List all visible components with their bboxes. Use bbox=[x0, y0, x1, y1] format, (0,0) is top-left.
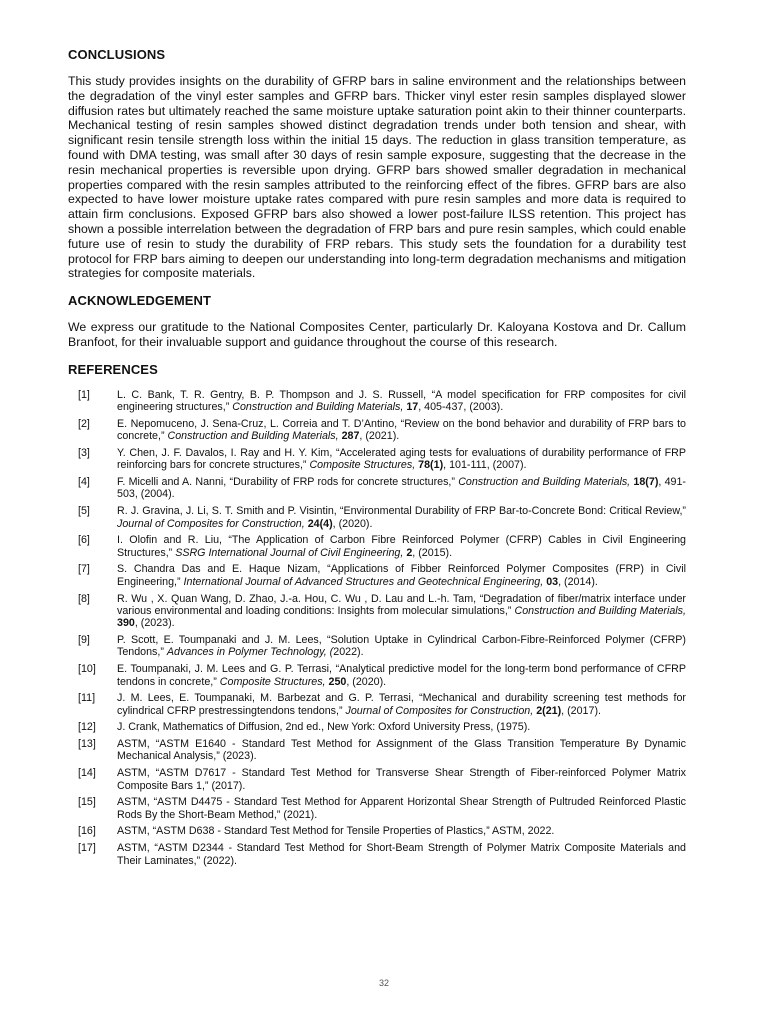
reference-number: [1] bbox=[78, 388, 90, 401]
reference-text bbox=[117, 563, 686, 588]
reference-text bbox=[117, 738, 686, 763]
reference-volume: 78(1) bbox=[418, 459, 444, 472]
reference-text bbox=[117, 447, 686, 472]
reference-item bbox=[68, 796, 686, 821]
reference-text bbox=[117, 663, 686, 688]
reference-number: [13] bbox=[78, 738, 96, 751]
reference-item bbox=[68, 534, 686, 559]
reference-journal: International Journal of Advanced Structures and Geotechnical Engineering, bbox=[183, 575, 544, 588]
reference-item bbox=[68, 738, 686, 763]
reference-citation: L. C. Bank, T. R. Gentry, B. P. Thompson and J. S. Russell, “A model specification for FRP composites for civil engineering structures,” bbox=[117, 388, 686, 414]
reference-number: [3] bbox=[78, 446, 90, 459]
reference-volume: 390 bbox=[117, 617, 135, 630]
reference-list bbox=[68, 389, 686, 867]
reference-number: [8] bbox=[78, 592, 90, 605]
reference-citation: R. Wu , X. Quan Wang, D. Zhao, J.-a. Hou, C. Wu , D. Lau and L.-h. Tam, “Degradation of fiber/matrix interface under various environmental and loading conditions: Insights from molecular simulations,” bbox=[117, 592, 686, 617]
reference-text bbox=[117, 505, 686, 530]
reference-volume: 2(21) bbox=[536, 704, 562, 717]
reference-citation: F. Micelli and A. Nanni, “Durability of FRP rods for concrete structures,” bbox=[117, 476, 459, 489]
reference-volume: 18(7) bbox=[633, 476, 659, 489]
reference-citation: J. M. Lees, E. Toumpanaki, M. Barbezat and G. P. Terrasi, “Mechanical and durability screening test methods for cylindrical CFRP prestressingtendons tendons,” bbox=[117, 692, 686, 717]
reference-number: [5] bbox=[78, 505, 90, 518]
reference-text bbox=[117, 842, 686, 867]
reference-number: [6] bbox=[78, 534, 90, 547]
reference-citation: E. Toumpanaki, J. M. Lees and G. P. Terrasi, “Analytical predictive model for the long-term bond performance of CFRP tendons in concrete,” bbox=[117, 663, 686, 688]
reference-journal: Journal of Composites for Construction, bbox=[117, 517, 305, 530]
reference-number: [12] bbox=[78, 721, 96, 734]
reference-details: , 101-111, (2007). bbox=[443, 459, 527, 472]
reference-item bbox=[68, 842, 686, 867]
reference-details: , (2020). bbox=[332, 517, 373, 530]
reference-item bbox=[68, 447, 686, 472]
reference-citation: E. Nepomuceno, J. Sena-Cruz, L. Correia and T. D’Antino, “Review on the bond behavior and durability of FRP bars to concrete,” bbox=[117, 417, 686, 443]
reference-item bbox=[68, 663, 686, 688]
acknowledgement-heading: ACKNOWLEDGEMENT bbox=[68, 293, 212, 309]
reference-details: , (2023). bbox=[134, 617, 175, 630]
reference-citation: I. Olofin and R. Liu, “The Application of Carbon Fibre Reinforced Polymer (CFRP) Cables in Civil Engineering Structures,” bbox=[117, 534, 686, 559]
reference-item bbox=[68, 505, 686, 530]
page-content bbox=[68, 47, 686, 871]
reference-volume: 24(4) bbox=[307, 517, 333, 530]
reference-details: , (2020). bbox=[346, 675, 387, 688]
reference-item bbox=[68, 389, 686, 414]
reference-details: , (2021). bbox=[359, 430, 400, 443]
reference-citation: S. Chandra Das and E. Haque Nizam, “Applications of Fibber Reinforced Polymer Composites (FRP) in Civil Engineering,” bbox=[117, 563, 686, 588]
reference-journal: Construction and Building Materials, bbox=[514, 604, 686, 617]
reference-citation: R. J. Gravina, J. Li, S. T. Smith and P. Visintin, “Environmental Durability of FRP Bar-to-Concrete Bond: Critical Review,” bbox=[117, 505, 686, 518]
reference-details: , 405-437, (2003). bbox=[418, 401, 504, 414]
reference-item bbox=[68, 634, 686, 659]
reference-volume: 03 bbox=[546, 575, 559, 588]
reference-journal: Journal of Composites for Construction, bbox=[345, 704, 534, 717]
reference-journal: Advances in Polymer Technology, ( bbox=[166, 646, 334, 659]
reference-item bbox=[68, 476, 686, 501]
reference-journal: Construction and Building Materials, bbox=[458, 476, 631, 489]
reference-details: , 491-503, (2004). bbox=[117, 476, 686, 501]
reference-text bbox=[117, 593, 686, 630]
reference-journal: SSRG International Journal of Civil Engineering, bbox=[175, 546, 404, 559]
reference-journal: Composite Structures, bbox=[309, 459, 416, 472]
reference-item bbox=[68, 767, 686, 792]
reference-text bbox=[117, 389, 686, 414]
reference-details: , (2017). bbox=[561, 704, 601, 717]
reference-number: [15] bbox=[78, 796, 96, 809]
reference-citation: ASTM, “ASTM D4475 - Standard Test Method for Apparent Horizontal Shear Strength of Pultruded Reinforced Plastic Rods By the Short-Beam Method,” (2021). bbox=[117, 796, 686, 821]
reference-citation: Y. Chen, J. F. Davalos, I. Ray and H. Y. Kim, “Accelerated aging tests for evaluations of durability performance of FRP reinforcing bars for concrete structures,” bbox=[117, 446, 686, 472]
reference-citation: P. Scott, E. Toumpanaki and J. M. Lees, “Solution Uptake in Cylindrical Carbon-Fibre-Reinforced Polymer (CFRP) Tendons,” bbox=[117, 634, 686, 659]
reference-citation: ASTM, “ASTM D7617 - Standard Test Method for Transverse Shear Strength of Fiber-reinforced Polymer Matrix Composite Bars 1,” (2017). bbox=[117, 767, 686, 792]
reference-journal: Construction and Building Materials, bbox=[232, 401, 404, 414]
reference-number: [9] bbox=[78, 634, 90, 647]
conclusions-heading: CONCLUSIONS bbox=[68, 47, 166, 62]
reference-details: 2022). bbox=[333, 646, 364, 659]
reference-text bbox=[117, 634, 686, 659]
reference-item bbox=[68, 825, 686, 837]
reference-number: [10] bbox=[78, 663, 96, 676]
reference-item bbox=[68, 418, 686, 443]
reference-item bbox=[68, 593, 686, 630]
reference-number: [4] bbox=[78, 476, 90, 489]
reference-item bbox=[68, 692, 686, 717]
acknowledgement-text: We express our gratitude to the National Composites Center, particularly Dr. Kaloyana Kostova and Dr. Callum Branfoot, for their invaluable support and guidance throughout the course of this research. bbox=[68, 320, 686, 349]
reference-text bbox=[117, 767, 686, 792]
reference-number: [11] bbox=[78, 692, 96, 705]
reference-item bbox=[68, 563, 686, 588]
reference-citation: ASTM, “ASTM E1640 - Standard Test Method for Assignment of the Glass Transition Temperature By Dynamic Mechanical Analysis,” (2023). bbox=[117, 738, 686, 763]
reference-text bbox=[117, 721, 686, 733]
reference-journal: Construction and Building Materials, bbox=[167, 430, 339, 443]
reference-details: , (2015). bbox=[412, 546, 453, 559]
references-heading: REFERENCES bbox=[68, 361, 158, 377]
reference-details: , (2014). bbox=[558, 575, 598, 588]
reference-text bbox=[117, 825, 686, 837]
conclusions-text: This study provides insights on the durability of GFRP bars in saline environment and the relationships between the degradation of the vinyl ester samples and GFRP bars. Thicker vinyl ester resin samples displayed slower diffusion rates but ultimately reached the same moisture uptake saturation point akin to their thinner counterparts. Mechanical testing of resin samples showed distinct degradation trends under both tension and shear, with significant resin tensile strength loss within the initial 15 days. The reduction in glass transition temperature, as found with DMA testing, was small after 30 days of resin sample exposure, suggesting that the decrease in the resin mechanical properties is reversible upon drying. GFRP bars showed smaller degradation in mechanical properties compared with the resin samples attributed to the reinforcing effect of the fibres. GFRP bars are also expected to have lower moisture uptake rates compared with pure resin samples and more data is required to attain firm conclusions. Exposed GFRP bars also showed a lower post-failure ILSS retention. This project has shown a possible interrelation between the degradation of FRP bars and pure resin samples, which could enable future use of resin to study the durability of FRP rebars. This study sets the foundation for a durability test protocol for FRP bars aiming to deepen our understanding into long-term degradation mechanisms and mitigation strategies for composite materials. bbox=[68, 74, 686, 281]
reference-number: [7] bbox=[78, 563, 90, 576]
reference-text bbox=[117, 692, 686, 717]
reference-citation: J. Crank, Mathematics of Diffusion, 2nd ed., New York: Oxford University Press, (1975). bbox=[117, 721, 531, 734]
reference-number: [14] bbox=[78, 767, 96, 780]
reference-number: [17] bbox=[78, 842, 96, 855]
reference-volume: 250 bbox=[328, 675, 347, 688]
reference-text bbox=[117, 796, 686, 821]
reference-text bbox=[117, 476, 686, 501]
reference-citation: ASTM, “ASTM D2344 - Standard Test Method for Short-Beam Strength of Polymer Matrix Composite Materials and Their Laminates,” (2022). bbox=[117, 842, 686, 867]
reference-item bbox=[68, 721, 686, 733]
page-number: 32 bbox=[378, 978, 389, 988]
reference-number: [16] bbox=[78, 825, 96, 838]
reference-text bbox=[117, 534, 686, 559]
reference-text bbox=[117, 418, 686, 443]
reference-citation: ASTM, “ASTM D638 - Standard Test Method for Tensile Properties of Plastics,” ASTM, 2022. bbox=[117, 825, 555, 838]
reference-volume: 287 bbox=[341, 430, 360, 443]
reference-journal: Composite Structures, bbox=[219, 675, 326, 688]
reference-volume: 17 bbox=[406, 401, 419, 414]
reference-number: [2] bbox=[78, 417, 90, 430]
reference-volume: 2 bbox=[406, 546, 413, 559]
